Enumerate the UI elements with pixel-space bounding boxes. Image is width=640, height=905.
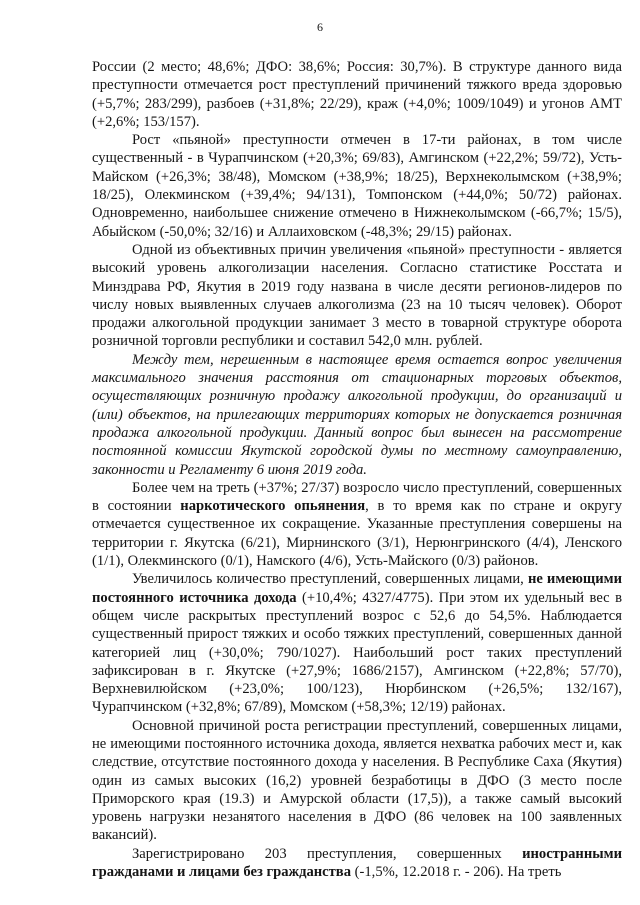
- bold-text: наркотического опьянения: [180, 498, 366, 515]
- text-run: Увеличилось количество преступлений, совершенных лицами,: [132, 571, 528, 588]
- bold-text: не имеющими постоянного источника дохода: [92, 571, 622, 606]
- text-run: Основной причиной роста регистрации преступлений, совершенных лицами, не имеющими постоянного источника дохода, является нехватка рабочих мест и, как следствие, отсутствие постоянного дохода у населения. В Республике Саха (Якутия) один из самых высоких (16,2) уровней безработицы в ДФО (3 место после Приморского края (19.3) и Амурской области (17,5)), а также самый высокий уровень нагрузки незанятого населения в ДФО (86 человек на 100 заявленных вакансий).: [92, 717, 622, 844]
- text-run: Между тем, нерешенным в настоящее время остается вопрос увеличения максимального значения расстояния от стационарных торговых объектов, осуществляющих розничную продажу алкогольной продукции, до организаций и (или) объектов, на прилегающих территориях которых не допускается розничная продажа алкогольной продукции. Данный вопрос был вынесен на рассмотрение постоянной комиссии Якутской городской думы по местному самоуправлению, законности и Регламенту 6 июня 2019 года.: [92, 351, 622, 478]
- text-run: Зарегистрировано 203 преступления, совершенных: [132, 845, 523, 862]
- paragraph: [92, 845, 622, 882]
- paragraph: [92, 241, 622, 351]
- text-run: , в то время как по стране и округу отмечается существенное их сокращение. Указанные преступления совершены на территории г. Якутска (6/21), Мирнинского (3/1), Нерюнгринского (4/4), Ленского (1/1), Олекминского (0/1), Намского (4/6), Усть-Майского (0/3) районов.: [92, 498, 622, 570]
- text-run: России (2 место; 48,6%; ДФО: 38,6%; Россия: 30,7%). В структуре данного вида преступности отмечается рост преступлений причинений тяжкого вреда здоровью (+5,7%; 283/299), разбоев (+31,8%; 22/29), краж (+4,0%; 1009/1049) и угонов АМТ (+2,6%; 153/157).: [92, 59, 622, 130]
- text-run: (+10,4%; 4327/4775). При этом их удельный вес в общем числе раскрытых преступлений возрос с 52,6 до 54,5%. Наблюдается существенный прирост тяжких и особо тяжких преступлений, совершенных данной категорией лиц (+30,0%; 790/1027). Наибольший рост таких преступлений зафиксирован в г. Якутске (+27,9%; 1686/2157), Амгинском (+22,8%; 57/70), Верхневилюйском (+23,0%; 100/123), Нюрбинском (+26,5%; 132/167), Чурапчинском (+32,8%; 67/89), Момском (+58,3%; 12/19) районах.: [92, 589, 622, 716]
- text-run: Рост «пьяной» преступности отмечен в 17-ти районах, в том числе существенный - в Чурапчинском (+20,3%; 69/83), Амгинском (+22,2%; 59/72), Усть-Майском (+26,3%; 38/48), Момском (+38,9%; 18/25), Верхнеколымском (+38,9%; 18/25), Олекминском (+39,4%; 94/131), Томпонском (+44,0%; 50/72) районах. Одновременно, наибольшее снижение отмечено в Нижнеколымском (-66,7%; 15/5), Абыйском (-50,0%; 32/16) и Аллаиховском (-48,3%; 29/15) районах.: [92, 132, 622, 240]
- text-run: Одной из объективных причин увеличения «пьяной» преступности - является высокий уровень алкоголизации населения. Согласно статистике Росстата и Минздрава РФ, Якутия в 2019 году названа в числе десяти регионов-лидеров по числу новых выявленных случаев алкоголизма (23 на 10 тысяч человек). Оборот продажи алкогольной продукции занимает 3 место в товарной структуре оборота розничной торговли республики и составил 542,0 млн. рублей.: [92, 241, 622, 350]
- text-run: Более чем на треть (+37%; 27/37) возросло число преступлений, совершенных в состоянии: [92, 479, 622, 515]
- bold-text: иностранными гражданами и лицами без гражданства: [92, 845, 622, 881]
- paragraph: [92, 717, 622, 845]
- paragraph: [92, 131, 622, 241]
- text-run: (-1,5%, 12.2018 г. - 206). На треть: [351, 864, 562, 881]
- paragraph: [92, 351, 622, 479]
- paragraph: [92, 58, 622, 131]
- paragraph: [92, 570, 622, 716]
- page-number: 6: [317, 20, 323, 34]
- document-body: [92, 58, 622, 881]
- paragraph: [92, 479, 622, 570]
